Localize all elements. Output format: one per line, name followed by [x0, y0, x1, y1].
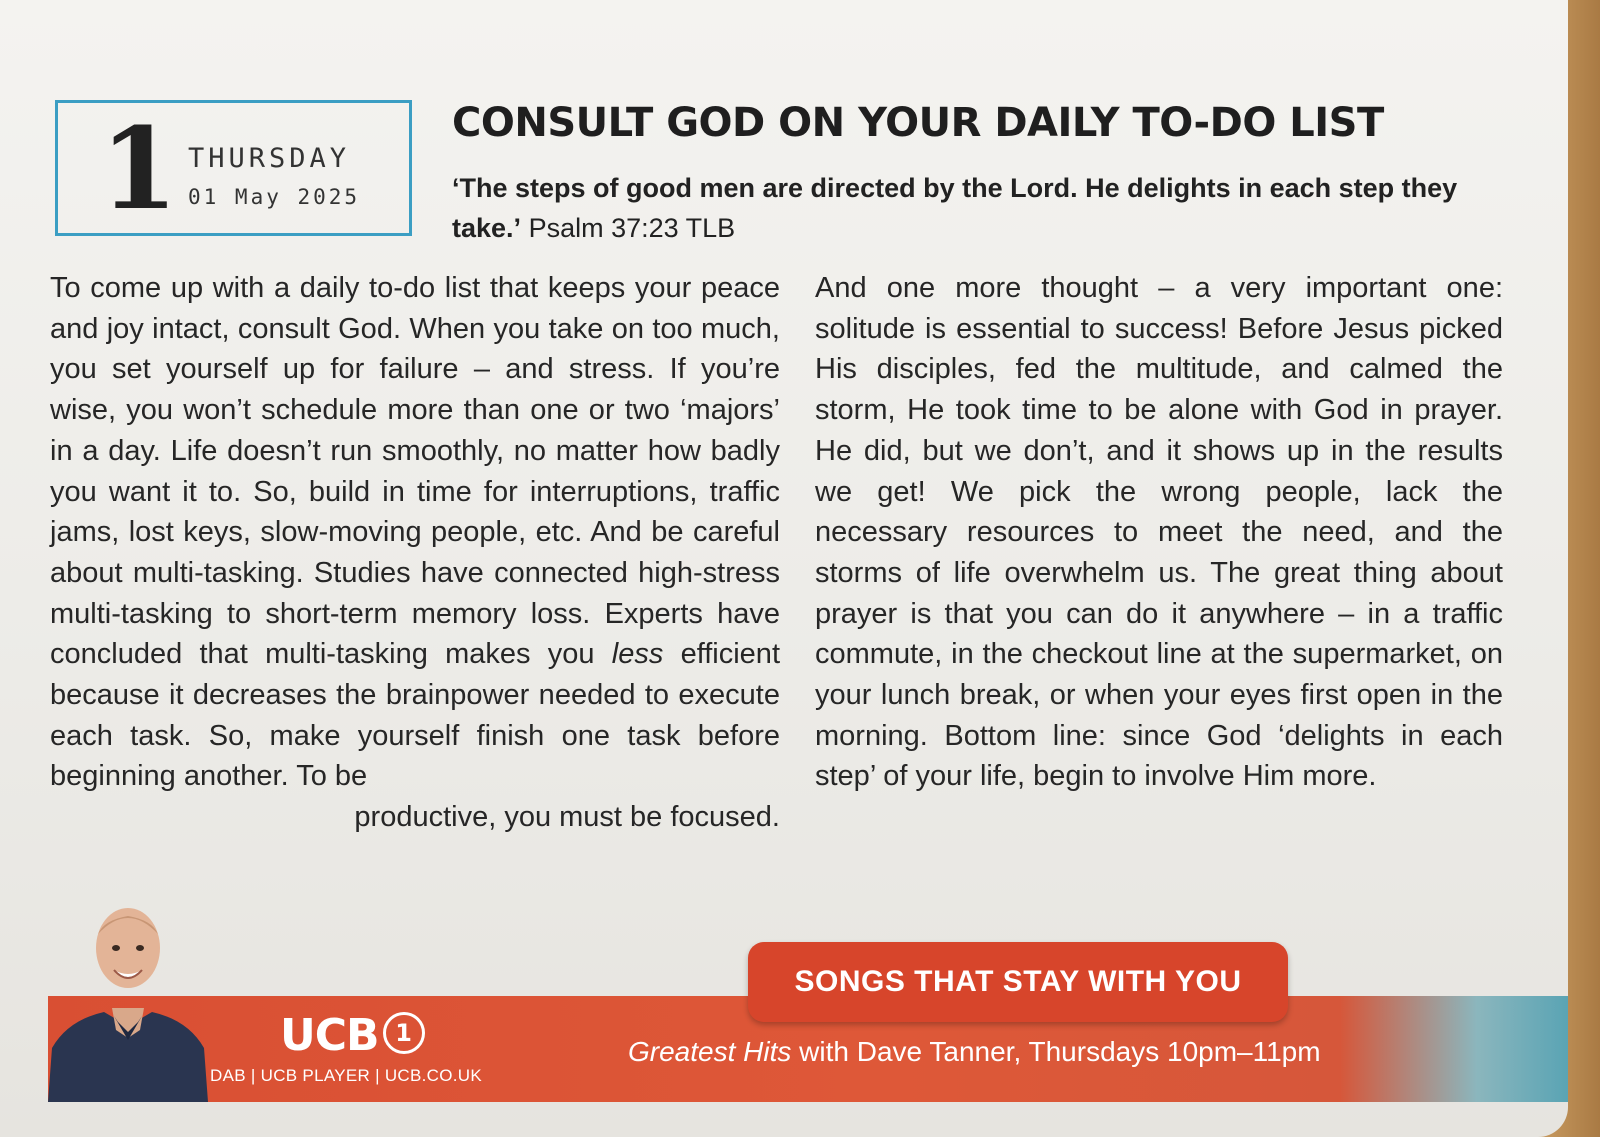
ucb-logo-text: UCB: [280, 1010, 379, 1061]
tagline-badge: SONGS THAT STAY WITH YOU: [748, 942, 1288, 1022]
left-text-end: efficient because it decreases the brainpower needed to execute each task. So, make yourself finish one task before beginning another. To be: [50, 638, 780, 793]
show-info: [628, 1036, 1321, 1068]
date-label: 01 May 2025: [188, 185, 361, 209]
right-paragraph: And one more thought – a very important one: solitude is essential to success! Before Jesus picked His disciples, fed the multitude, and calmed the storm, He took time to be alone with God in prayer. He did, but we don’t, and it shows up in the results we get! We pick the wrong people, lack the necessary resources to meet the need, and the storms of life overwhelm us. The great thing about prayer is that you can do it anywhere – in a traffic commute, in the checkout line at the supermarket, on your lunch break, or when your eyes first open in the morning. Bottom line: since God ‘delights in each step’ of your life, begin to involve Him more.: [815, 272, 1503, 793]
left-paragraph: [50, 268, 780, 797]
ucb-logo: [280, 1010, 425, 1061]
show-title: Greatest Hits: [628, 1036, 792, 1067]
left-text-start: To come up with a daily to-do list that keeps your peace and joy intact, consult God. When you take on too much, you set yourself up for failure – and stress. If you’re wise, you won’t schedule more than one or two ‘majors’ in a day. Life doesn’t run smoothly, no matter how badly you want it to. So, build in time for interruptions, traffic jams, lost keys, slow-moving people, etc. And be careful about multi-tasking. Studies have connected high-stress multi-tasking to short-term memory loss. Experts have concluded that multi-tasking makes you: [50, 272, 780, 671]
page-title: CONSULT GOD ON YOUR DAILY TO-DO LIST: [452, 100, 1384, 146]
body-column-left: [50, 268, 780, 838]
verse-reference: Psalm 37:23 TLB: [528, 213, 736, 243]
ucb-logo-number: 1: [383, 1012, 425, 1054]
scripture-verse: [452, 168, 1502, 248]
left-final-line: productive, you must be focused.: [354, 801, 780, 834]
date-box: [55, 100, 412, 236]
body-column-right: [815, 268, 1503, 797]
emphasis-word: less: [611, 638, 664, 671]
weekday-label: THURSDAY: [188, 143, 351, 174]
verse-quote: ‘The steps of good men are directed by the Lord. He delights in each step they take.’: [452, 173, 1458, 243]
show-details: with Dave Tanner, Thursdays 10pm–11pm: [791, 1036, 1321, 1067]
day-number: 1: [100, 104, 178, 235]
presenter-photo: [48, 898, 208, 1102]
platform-list: DAB | UCB PLAYER | UCB.CO.UK: [210, 1066, 482, 1085]
